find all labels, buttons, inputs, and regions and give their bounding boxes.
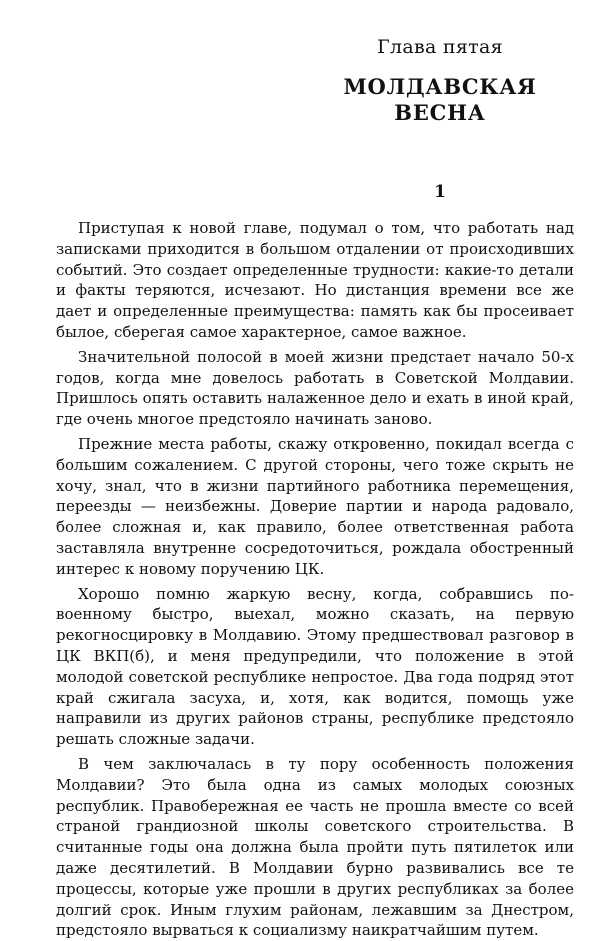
chapter-title-line-1: МОЛДАВСКАЯ <box>343 74 537 99</box>
paragraph-1: Приступая к новой главе, подумал о том, что работать над записками приходится в большом отдалении от происходивших событий. Это создает определенные трудности: какие-то детали и факты теряются, исчезают. Но дистанция времени все же дает и определенные преимущества: память как бы просеивает былое, сберегая самое характерное, самое важное. <box>56 219 574 341</box>
section-number: 1 <box>434 182 446 202</box>
body-text <box>56 218 574 941</box>
paragraph-4: Хорошо помню жаркую весну, когда, собравшись по-военному быстро, выехал, можно сказать, на первую рекогносцировку в Молдавию. Этому предшествовал разговор в ЦК ВКП(б), и меня предупредили, что положение в этой молодой советской республике непростое. Два года подряд этот край сжигала засуха, и, хотя, как водится, помощь уже направили из других районов страны, республике предстояло решать сложные задачи. <box>56 584 574 749</box>
paragraph-2: Значительной полосой в моей жизни предстает начало 50-х годов, когда мне довелось работать в Советской Молдавии. Пришлось опять оставить налаженное дело и ехать в иной край, где очень многое предстояло начинать заново. <box>56 347 574 429</box>
chapter-title <box>320 74 560 126</box>
paragraph-3: Прежние места работы, скажу откровенно, покидал всегда с большим сожалением. С другой стороны, чего тоже скрыть не хочу, знал, что в жизни партийного работника перемещения, переезды — неизбежны. Доверие партии и народа радовало, более сложная и, как правило, более ответственная работа заставляла внутренне сосредоточиться, рождала обостренный интерес к новому поручению ЦК. <box>56 434 574 578</box>
paragraph-5: В чем заключалась в ту пору особенность положения Молдавии? Это была одна из самых молодых союзных республик. Правобережная ее часть не прошла вместе со всей страной грандиозной школы советского строительства. В считанные годы она должна была пройти путь пятилеток или даже десятилетий. В Молдавии бурно развивались все те процессы, которые уже прошли в других республиках за более долгий срок. Иным глухим районам, лежавшим за Днестром, предстояло вырваться к социализму наикратчайшим путем. <box>56 754 574 940</box>
chapter-title-line-2: ВЕСНА <box>394 100 486 125</box>
chapter-label: Глава пятая <box>377 36 503 58</box>
